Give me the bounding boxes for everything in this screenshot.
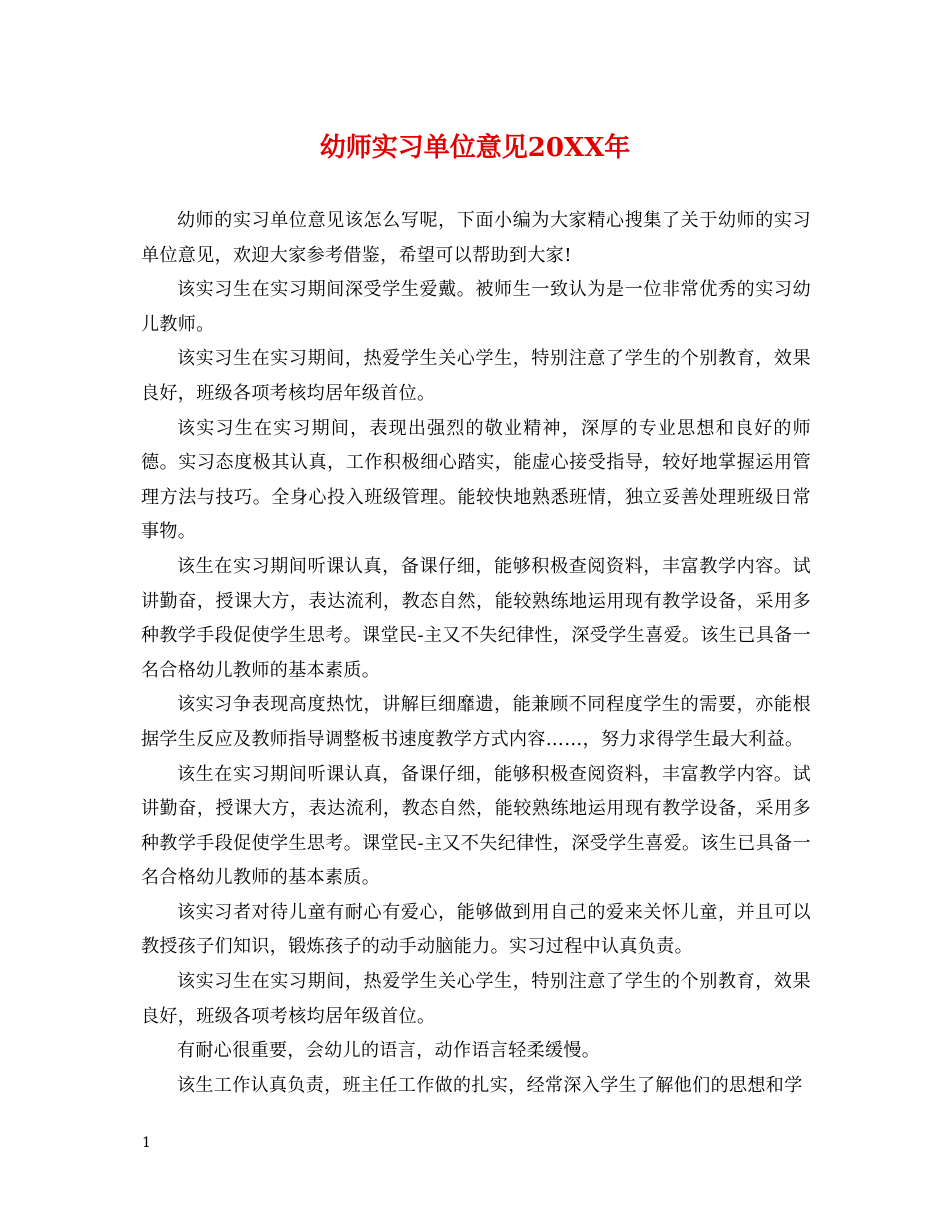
document-title: 幼师实习单位意见20XX年 (319, 133, 631, 163)
paragraph: 该实习生在实习期间，表现出强烈的敬业精神，深厚的专业思想和良好的师德。实习态度极其认真，工作积极细心踏实，能虚心接受指导，较好地掌握运用管理方法与技巧。全身心投入班级管理。能较快地熟悉班情，独立妥善处理班级日常事物。 (141, 417, 811, 543)
paragraph: 该生在实习期间听课认真，备课仔细，能够积极查阅资料，丰富教学内容。试讲勤奋，授课大方，表达流利，教态自然，能较熟练地运用现有教学设备，采用多种教学手段促使学生思考。课堂民-主又不失纪律性，深受学生喜爱。该生已具备一名合格幼儿教师的基本素质。 (141, 555, 811, 681)
paragraph: 该实习生在实习期间，热爱学生关心学生，特别注意了学生的个别教育，效果良好，班级各项考核均居年级首位。 (141, 971, 811, 1027)
paragraph: 该实习生在实习期间深受学生爱戴。被师生一致认为是一位非常优秀的实习幼儿教师。 (141, 279, 811, 335)
paragraph: 有耐心很重要，会幼儿的语言，动作语言轻柔缓慢。 (177, 1040, 601, 1062)
paragraph: 该生工作认真负责，班主任工作做的扎实，经常深入学生了解他们的思想和学 (177, 1074, 803, 1096)
paragraph: 幼师的实习单位意见该怎么写呢，下面小编为大家精心搜集了关于幼师的实习单位意见，欢迎大家参考借鉴，希望可以帮助到大家! (141, 210, 811, 266)
paragraph: 该实习争表现高度热忱，讲解巨细靡遗，能兼顾不同程度学生的需要，亦能根据学生反应及教师指导调整板书速度教学方式内容……，努力求得学生最大利益。 (141, 694, 811, 750)
document-body (141, 204, 811, 1103)
page-number: 1 (142, 1135, 151, 1151)
paragraph: 该实习者对待儿童有耐心有爱心，能够做到用自己的爱来关怀儿童，并且可以教授孩子们知识，锻炼孩子的动手动脑能力。实习过程中认真负责。 (141, 901, 811, 958)
paragraph: 该实习生在实习期间，热爱学生关心学生，特别注意了学生的个别教育，效果良好，班级各项考核均居年级首位。 (141, 348, 811, 404)
paragraph: 该生在实习期间听课认真，备课仔细，能够积极查阅资料，丰富教学内容。试讲勤奋，授课大方，表达流利，教态自然，能较熟练地运用现有教学设备，采用多种教学手段促使学生思考。课堂民-主又不失纪律性，深受学生喜爱。该生已具备一名合格幼儿教师的基本素质。 (141, 763, 811, 889)
